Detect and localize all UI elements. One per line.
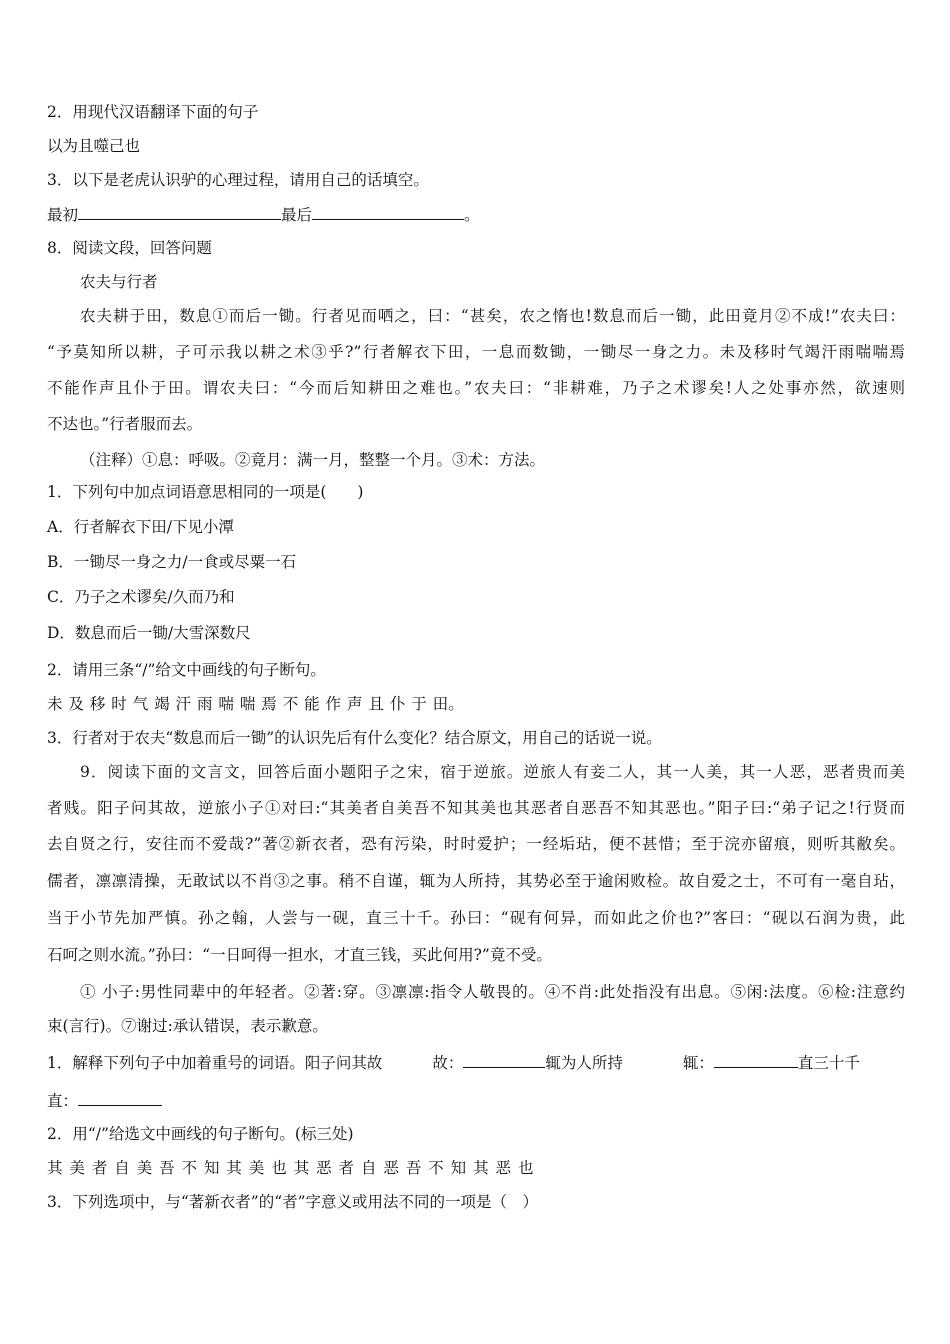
q7-question-2: 2．用现代汉语翻译下面的句子: [47, 103, 259, 121]
q9-passage-line: 石呵之则水流。”孙曰：“一日呵得一担水，才直三钱，买此何用?”竟不受。: [47, 946, 552, 964]
q8-question-3: 3．行者对于农夫“数息而后一锄”的认识先后有什么变化？结合原文，用自己的话说一说。: [47, 729, 662, 747]
q9-passage-line: 当于小节先加严慎。孙之翰，人尝与一砚，直三十千。孙曰：“砚有何异，而如此之价也?”客曰：“砚以石润为贵，此: [47, 909, 905, 927]
q8-passage-line: 不能作声且仆于田。谓农夫曰：“今而后知耕田之难也。”农夫曰：“非耕难，乃子之术谬矣!人之处事亦然，欲速则: [47, 379, 905, 397]
q9-passage-line: 去自贤之行，安往而不爱哉?”著②新衣者，恐有污染，时时爱护；一经垢玷，便不甚惜；至于浣亦留痕，则听其敝矣。: [47, 835, 905, 853]
q9-fill-line: [47, 1090, 162, 1111]
q9-sentence: 其 美 者 自 美 吾 不 知 其 美 也 其 恶 者 自 恶 吾 不 知 其 恶 也: [47, 1159, 534, 1177]
q9-question-1: [47, 1052, 860, 1073]
answer-blank-zhe[interactable]: [714, 1052, 798, 1068]
q9-q1-text: 1．解释下列句子中加着重号的词语。阳子问其故: [47, 1054, 383, 1072]
q7-sentence: 以为且噬己也: [47, 137, 141, 155]
period: 。: [464, 206, 480, 224]
q9-passage-line: 儒者，凛凛清操，无敢试以不肖③之事。稍不自谨，辄为人所持，其势必至于逾闲败检。故自爱之士，不可有一毫自玷，: [47, 872, 905, 890]
q7-fill-line: [47, 204, 480, 225]
q8-question-2: 2．请用三条“/”给文中画线的句子断句。: [47, 661, 326, 679]
q7-question-3: 3．以下是老虎认识驴的心理过程，请用自己的话填空。: [47, 171, 429, 189]
q8-sentence: 未 及 移 时 气 竭 汗 雨 喘 喘 焉 不 能 作 声 且 仆 于 田。: [47, 695, 464, 713]
answer-blank-last[interactable]: [312, 204, 464, 220]
q8-passage-title: 农夫与行者: [80, 273, 158, 291]
label-zhe: 辄：: [682, 1054, 714, 1072]
q9-passage-line: 者贱。阳子问其故，逆旅小子①对曰:“其美者自美吾不知其美也其恶者自恶吾不知其恶也。”阳子曰:“弟子记之!行贤而: [47, 799, 905, 817]
answer-blank-zhi[interactable]: [78, 1090, 162, 1106]
option-b[interactable]: B．一锄尽一身之力/一食或尽粟一石: [47, 553, 297, 571]
option-a[interactable]: A．行者解衣下田/下见小潭: [47, 518, 234, 536]
option-d[interactable]: D．数息而后一锄/大雪深数尺: [47, 624, 251, 642]
q8-notes: （注释）①息：呼吸。②竟月：满一月，整整一个月。③术：方法。: [80, 451, 546, 469]
label-last: 最后: [281, 206, 313, 224]
q9-question-2: 2．用“/”给选文中画线的句子断句。(标三处): [47, 1125, 354, 1143]
q8-passage-line: “予莫知所以耕，子可示我以耕之术③乎?”行者解衣下田，一息而数锄，一锄尽一身之力。未及移时气竭汗雨喘喘焉: [47, 343, 905, 361]
answer-blank-gu[interactable]: [463, 1052, 545, 1068]
answer-blank-first[interactable]: [78, 204, 281, 220]
q8-heading: 8．阅读文段，回答问题: [47, 239, 212, 257]
label-zhi: 直：: [47, 1092, 79, 1110]
q9-passage-line: 9．阅读下面的文言文，回答后面小题阳子之宋，宿于逆旅。逆旅人有妾二人，其一人美，其一人恶，恶者贵而美: [80, 763, 905, 781]
q8-passage-line: 不达也。”行者服而去。: [47, 415, 203, 433]
q9-question-3: 3．下列选项中，与“著新衣者”的“者”字意义或用法不同的一项是（ ）: [47, 1193, 539, 1211]
q9-notes: 束(言行)。⑦谢过:承认错误，表示歉意。: [47, 1017, 328, 1035]
q8-passage-line: 农夫耕于田，数息①而后一锄。行者见而哂之，曰：“甚矣，农之惰也!数息而后一锄，此田竟月②不成!”农夫曰：: [80, 307, 905, 325]
label-gu: 故：: [432, 1054, 464, 1072]
q9-q1-phrase: 辄为人所持: [545, 1054, 623, 1072]
option-c[interactable]: C．乃子之术谬矣/久而乃和: [47, 588, 235, 606]
q9-notes: ① 小子:男性同辈中的年轻者。②著:穿。③凛凛:指令人敬畏的。④不肖:此处指没有出息。⑤闲:法度。⑥检:注意约: [80, 983, 905, 1001]
q9-q1-phrase: 直三十千: [797, 1054, 860, 1072]
q8-question-1: 1．下列句中加点词语意思相同的一项是( ): [47, 483, 364, 501]
label-first: 最初: [47, 206, 79, 224]
